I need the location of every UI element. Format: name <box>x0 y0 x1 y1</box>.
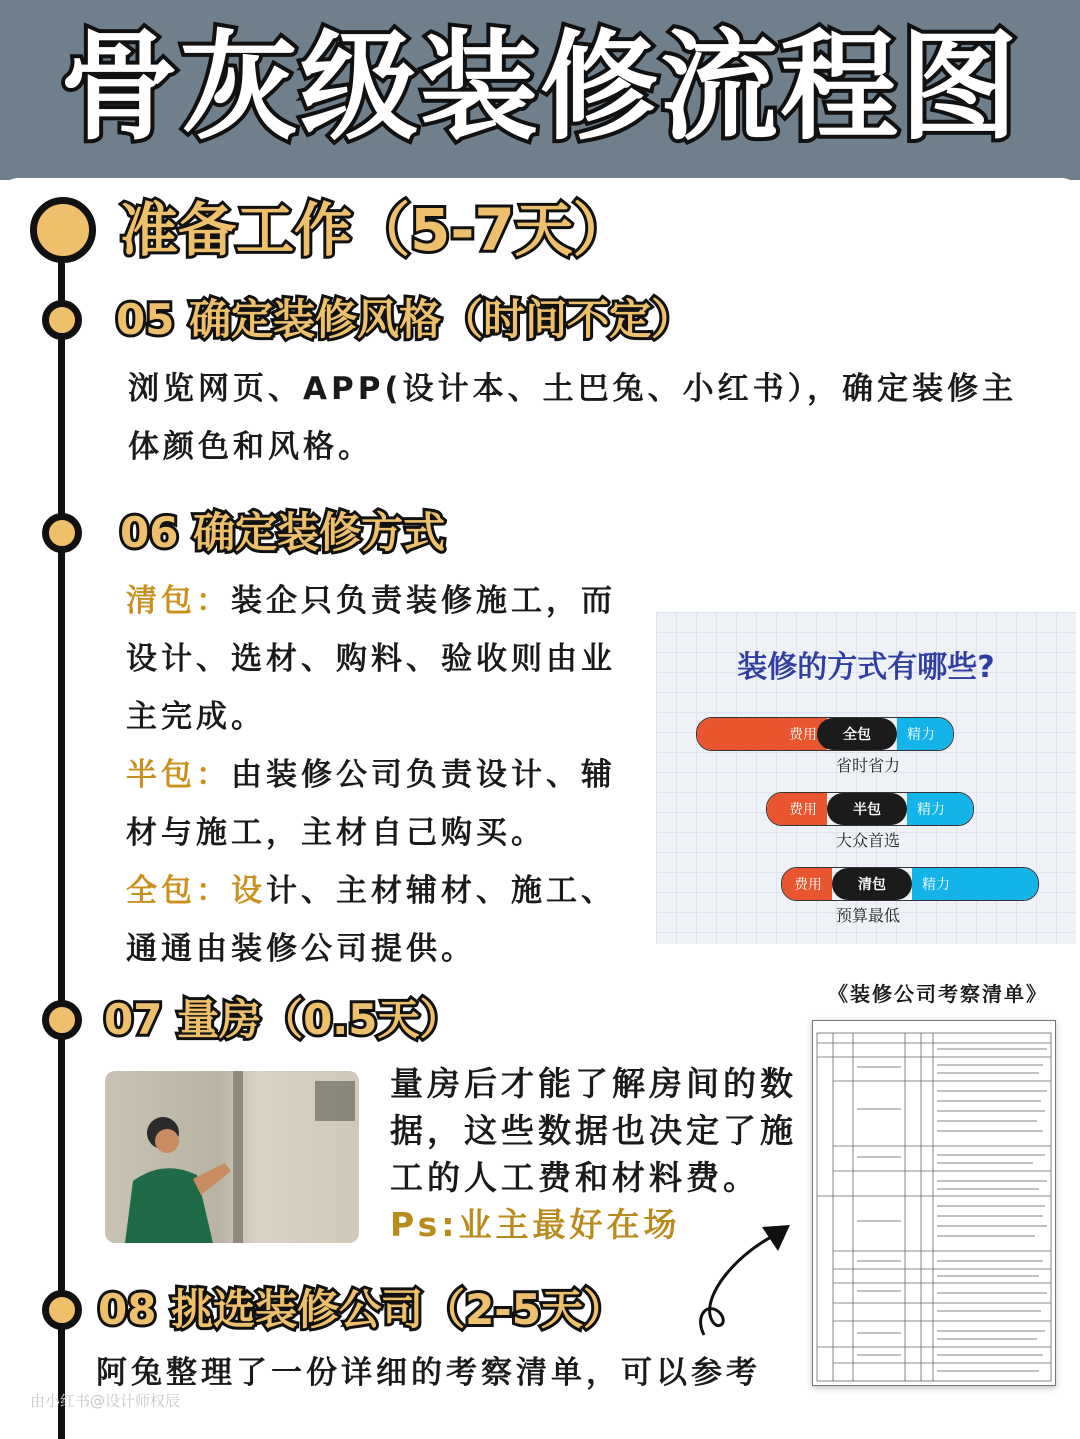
mode-bar-banbao <box>766 792 974 826</box>
step-06-heading: 06 确定装修方式 <box>120 508 446 557</box>
mode-bar-quanbao <box>696 717 954 751</box>
step-07-line-2: 据，这些数据也决定了施 <box>390 1111 797 1150</box>
cost-segment: 费用 <box>767 793 827 825</box>
mode-quanbao-line-2: 通通由装修公司提供。 <box>126 931 476 967</box>
page-title: 骨灰级装修流程图 <box>59 18 1020 156</box>
mode-quanbao-line-1: 全包：设计、主材辅材、施工、 <box>126 873 616 909</box>
step-07-line-1: 量房后才能了解房间的数 <box>390 1064 797 1103</box>
checklist-title: 《装修公司考察清单》 <box>828 982 1048 1006</box>
effort-segment: 精力 <box>912 868 1038 900</box>
watermark: 由小红书@设计师权辰 <box>30 1392 181 1410</box>
step-08-line-1: 阿兔整理了一份详细的考察清单，可以参考 <box>96 1355 761 1391</box>
step-07-note: Ps:业主最好在场 <box>390 1205 681 1244</box>
step-06-text <box>126 572 646 978</box>
timeline-dot-05 <box>42 300 82 340</box>
mode-label: 清包 <box>832 868 912 900</box>
mode-label: 全包 <box>817 718 897 750</box>
section-heading: 准备工作（5-7天） <box>120 196 631 264</box>
mode-quanbao-label: 全包： <box>126 873 231 909</box>
curved-arrow-icon <box>690 1215 800 1345</box>
step-05-text <box>128 360 1058 476</box>
step-07-heading: 07 量房（0.5天） <box>104 995 462 1044</box>
infographic-title: 装修的方式有哪些? <box>737 650 995 685</box>
cost-segment: 费用 <box>697 718 827 750</box>
mode-qingbao-label: 清包： <box>126 583 231 619</box>
caption-banbao: 大众首选 <box>835 831 900 850</box>
timeline-dot-06 <box>42 513 82 553</box>
mode-label: 半包 <box>827 793 907 825</box>
step-05-heading: 05 确定装修风格（时间不定） <box>116 295 694 344</box>
decoration-modes-infographic <box>656 612 1076 944</box>
caption-qingbao: 预算最低 <box>835 906 900 925</box>
step-07-line-3: 工的人工费和材料费。 <box>390 1158 760 1197</box>
timeline-line <box>58 230 65 1439</box>
checklist-table-illustration <box>813 1021 1055 1385</box>
timeline-dot-section <box>30 197 96 263</box>
step-08-text <box>96 1344 816 1402</box>
mode-qingbao-line-2: 设计、选材、购料、验收则由业 <box>126 641 616 677</box>
photo-illustration <box>105 1071 359 1243</box>
step-05-line-1: 浏览网页、APP(设计本、土巴兔、小红书），确定装修主 <box>128 371 1018 407</box>
mode-banbao-label: 半包： <box>126 757 231 793</box>
timeline-dot-08 <box>42 1290 82 1330</box>
caption-quanbao: 省时省力 <box>835 756 900 775</box>
timeline-dot-07 <box>42 1000 82 1040</box>
cost-segment: 费用 <box>782 868 832 900</box>
mode-qingbao-line-1: 清包：装企只负责装修施工，而 <box>126 583 616 619</box>
measuring-photo <box>105 1071 359 1243</box>
mode-bar-qingbao <box>781 867 1039 901</box>
mode-banbao-line-1: 半包：由装修公司负责设计、辅 <box>126 757 616 793</box>
checklist-document-image <box>812 1020 1056 1386</box>
effort-segment: 精力 <box>907 793 973 825</box>
step-08-heading: 08 挑选装修公司（2-5天） <box>98 1285 625 1334</box>
effort-segment: 精力 <box>897 718 953 750</box>
mode-banbao-line-2: 材与施工，主材自己购买。 <box>126 815 546 851</box>
step-05-line-2: 体颜色和风格。 <box>128 429 373 465</box>
mode-qingbao-line-3: 主完成。 <box>126 699 266 735</box>
